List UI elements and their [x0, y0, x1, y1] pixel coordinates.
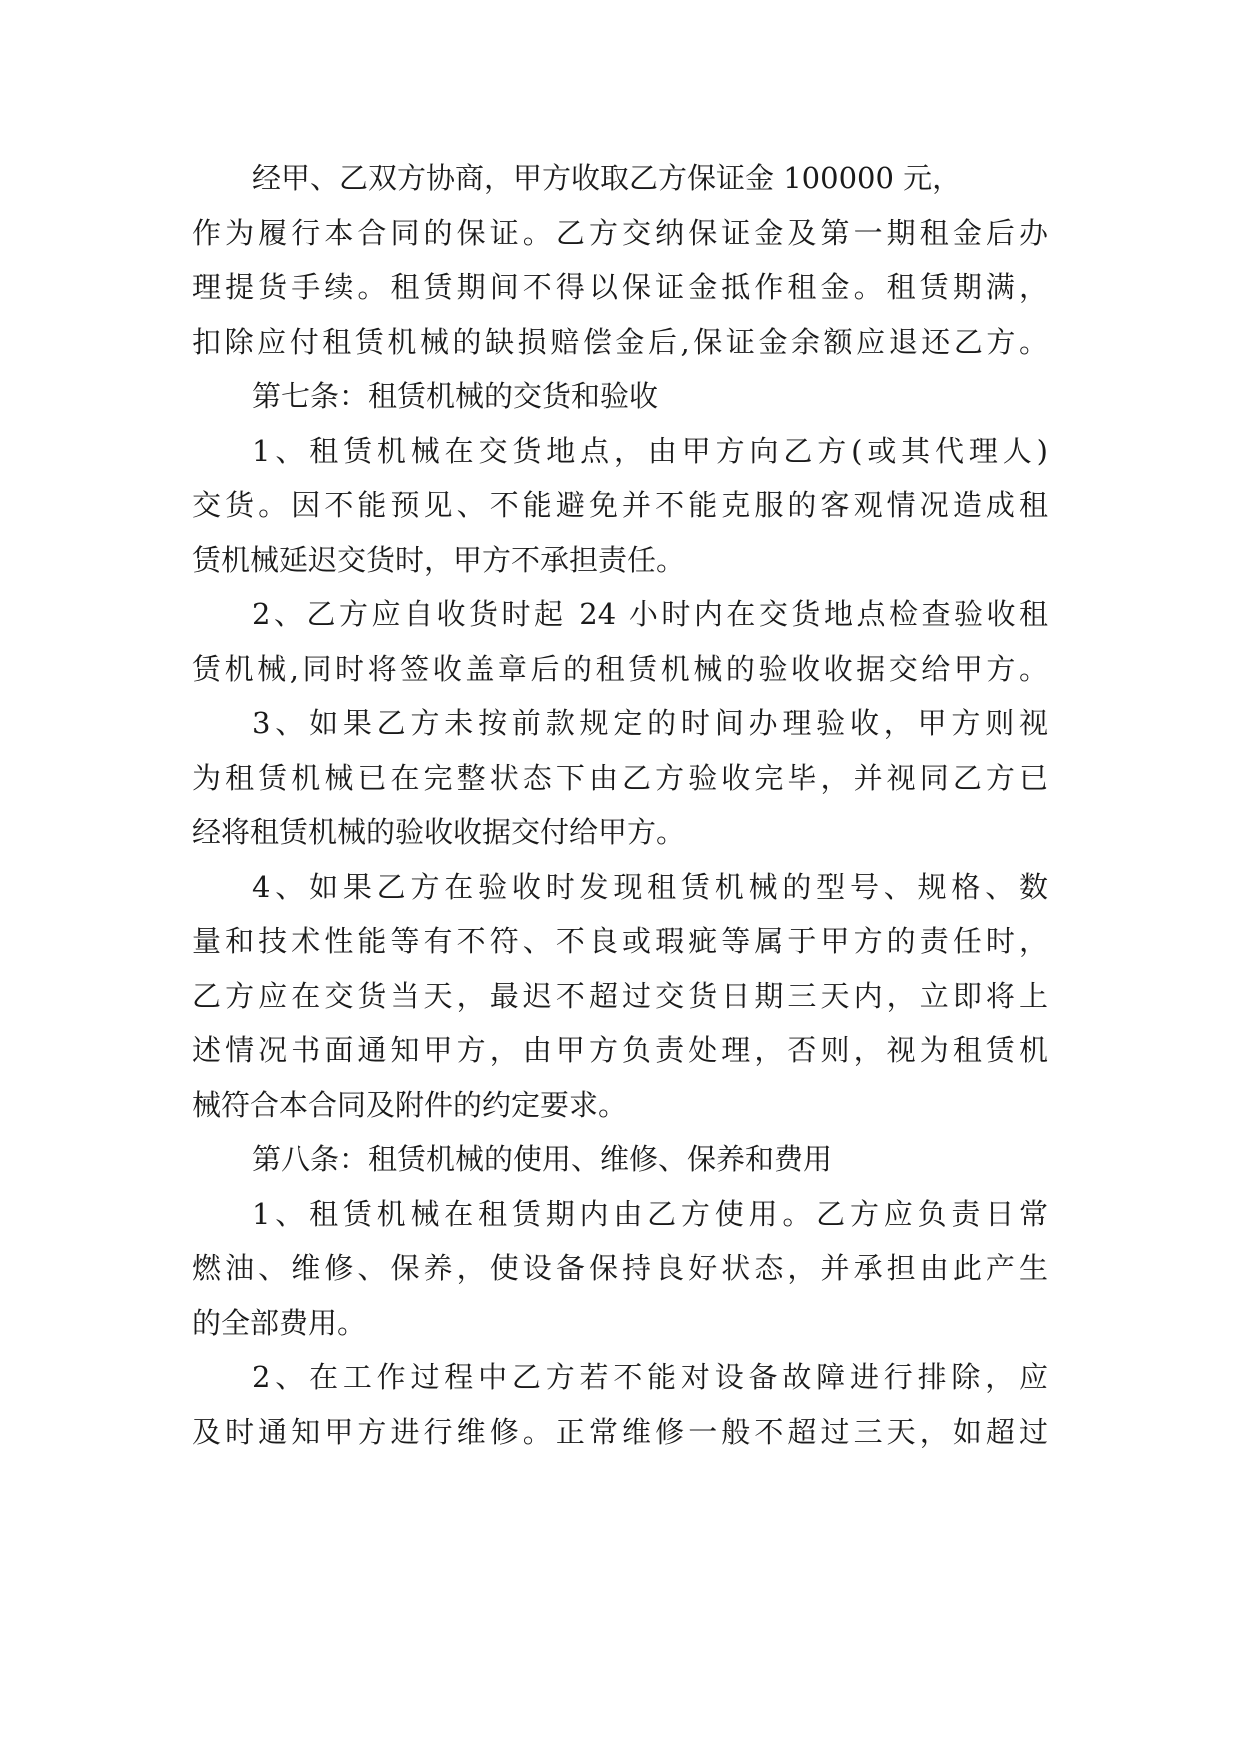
paragraph-line: 经甲、乙双方协商，甲方收取乙方保证金 100000 元，	[252, 161, 962, 195]
paragraph-line: 扣除应付租赁机械的缺损赔偿金后,保证金余额应退还乙方。	[192, 325, 1048, 359]
paragraph-line: 述情况书面通知甲方，由甲方负责处理，否则，视为租赁机	[192, 1033, 1048, 1067]
paragraph-line: 械符合本合同及附件的约定要求。	[192, 1088, 628, 1122]
paragraph-line: 交货。因不能预见、不能避免并不能克服的客观情况造成租	[192, 488, 1048, 522]
paragraph-line: 燃油、维修、保养，使设备保持良好状态，并承担由此产生	[192, 1251, 1048, 1285]
paragraph-line: 作为履行本合同的保证。乙方交纳保证金及第一期租金后办	[192, 216, 1048, 250]
paragraph-line: 1、租赁机械在租赁期内由乙方使用。乙方应负责日常	[252, 1197, 1048, 1231]
paragraph-line: 赁机械,同时将签收盖章后的租赁机械的验收收据交给甲方。	[192, 652, 1048, 686]
paragraph-line: 4、如果乙方在验收时发现租赁机械的型号、规格、数	[252, 870, 1048, 904]
paragraph-line: 量和技术性能等有不符、不良或瑕疵等属于甲方的责任时，	[192, 924, 1048, 958]
paragraph-line: 1、租赁机械在交货地点，由甲方向乙方(或其代理人)	[252, 434, 1048, 468]
paragraph-line: 赁机械延迟交货时，甲方不承担责任。	[192, 543, 686, 577]
paragraph-line: 的全部费用。	[192, 1306, 367, 1340]
paragraph-line: 为租赁机械已在完整状态下由乙方验收完毕，并视同乙方已	[192, 761, 1048, 795]
paragraph-line: 2、乙方应自收货时起 24 小时内在交货地点检查验收租	[252, 597, 1048, 631]
paragraph-line: 3、如果乙方未按前款规定的时间办理验收，甲方则视	[252, 706, 1048, 740]
paragraph-line: 理提货手续。租赁期间不得以保证金抵作租金。租赁期满，	[192, 270, 1048, 304]
paragraph-line: 2、在工作过程中乙方若不能对设备故障进行排除，应	[252, 1360, 1048, 1394]
paragraph-line: 乙方应在交货当天，最迟不超过交货日期三天内，立即将上	[192, 979, 1048, 1013]
paragraph-line: 及时通知甲方进行维修。正常维修一般不超过三天，如超过	[192, 1415, 1048, 1449]
section-heading: 第八条：租赁机械的使用、维修、保养和费用	[252, 1142, 833, 1176]
section-heading: 第七条：租赁机械的交货和验收	[252, 379, 659, 413]
paragraph-line: 经将租赁机械的验收收据交付给甲方。	[192, 815, 686, 849]
